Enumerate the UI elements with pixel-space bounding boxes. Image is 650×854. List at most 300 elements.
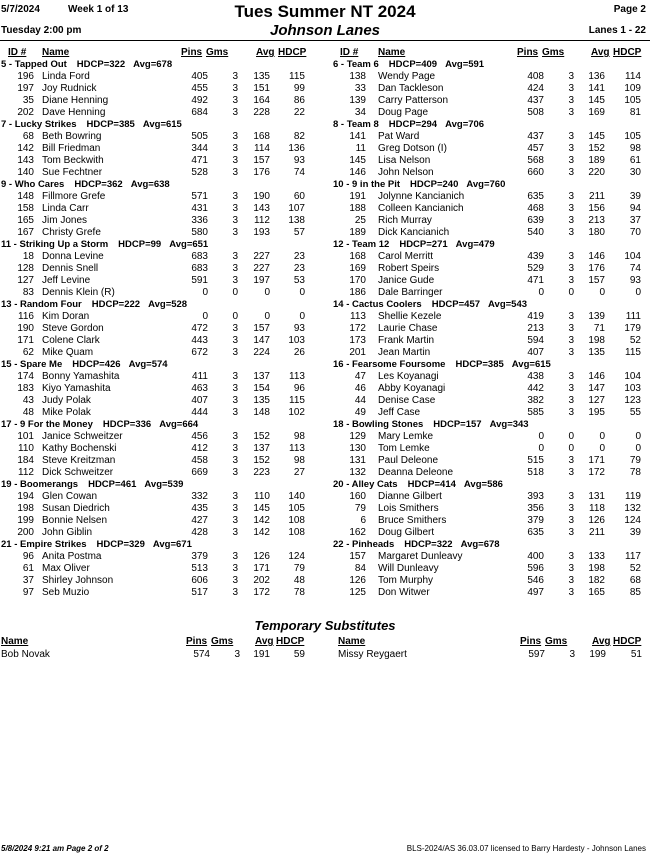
bowler-games: 3 <box>232 491 238 502</box>
bowler-games: 3 <box>232 431 238 442</box>
team-hdcp: HDCP=336 <box>102 419 152 430</box>
sub-pins-header: Pins <box>520 636 542 647</box>
bowler-row <box>332 143 650 155</box>
bowler-row <box>0 287 318 299</box>
bowler-pins: 443 <box>191 335 208 346</box>
right-team-column <box>332 59 650 599</box>
bowler-name: Jim Jones <box>42 215 88 226</box>
team-name: 13 - Random Four <box>1 299 82 310</box>
bowler-id: 146 <box>349 167 366 178</box>
bowler-name: Bonnie Nelsen <box>42 515 108 526</box>
bowler-name: John Nelson <box>378 167 434 178</box>
team-header <box>0 239 318 251</box>
team-avg: Avg=539 <box>144 479 184 490</box>
bowler-row <box>332 215 650 227</box>
bowler-id: 11 <box>355 143 366 154</box>
bowler-id: 172 <box>349 323 366 334</box>
bowler-average: 146 <box>588 251 605 262</box>
bowler-row <box>0 251 318 263</box>
bowler-games: 3 <box>568 407 574 418</box>
bowler-games: 3 <box>232 407 238 418</box>
bowler-games: 3 <box>568 395 574 406</box>
bowler-pins: 497 <box>527 587 544 598</box>
bowler-games: 3 <box>232 95 238 106</box>
substitute-row <box>0 649 318 661</box>
team-header <box>332 479 650 491</box>
team-name: 17 - 9 For the Money <box>1 419 93 430</box>
bowler-row <box>332 491 650 503</box>
bowler-pins: 492 <box>191 95 208 106</box>
name-header: Name <box>378 47 406 58</box>
bowler-handicap: 107 <box>288 203 305 214</box>
bowler-name: Jeff Levine <box>42 275 91 286</box>
bowler-pins: 431 <box>191 203 208 214</box>
team-header <box>0 359 318 371</box>
bowler-id: 97 <box>22 587 34 598</box>
bowler-id: 186 <box>349 287 366 298</box>
bowler-games: 3 <box>232 167 238 178</box>
bowler-name: Denise Case <box>378 395 436 406</box>
team-avg: Avg=671 <box>152 539 192 550</box>
bowler-average: 176 <box>588 263 605 274</box>
sub-name-header: Name <box>1 636 29 647</box>
bowler-id: 174 <box>17 371 34 382</box>
bowler-id: 116 <box>18 311 34 322</box>
bowler-handicap: 115 <box>625 347 641 358</box>
bowler-row <box>332 515 650 527</box>
bowler-id: 188 <box>349 203 366 214</box>
bowler-games: 3 <box>232 371 238 382</box>
bowler-handicap: 37 <box>629 215 641 226</box>
bowler-games: 3 <box>232 395 238 406</box>
team-avg: Avg=615 <box>142 119 182 130</box>
bowler-average: 152 <box>253 431 270 442</box>
bowler-row <box>0 167 318 179</box>
team-avg: Avg=760 <box>466 179 506 190</box>
bowler-name: Greg Dotson (I) <box>378 143 447 154</box>
sub-gms: 3 <box>569 649 575 660</box>
bowler-name: Judy Polak <box>42 395 91 406</box>
bowler-pins: 508 <box>527 107 544 118</box>
bowler-handicap: 115 <box>289 395 305 406</box>
bowler-games: 3 <box>568 215 574 226</box>
bowler-row <box>0 215 318 227</box>
bowler-handicap: 179 <box>624 323 641 334</box>
bowler-id: 191 <box>349 191 366 202</box>
bowler-name: Dick Schweitzer <box>42 467 114 478</box>
bowler-pins: 456 <box>191 431 208 442</box>
footer-print-info: 5/8/2024 9:21 am Page 2 of 2 <box>1 844 109 853</box>
id-header: ID # <box>340 47 359 58</box>
bowler-handicap: 57 <box>293 227 305 238</box>
bowler-name: Beth Bowring <box>42 131 102 142</box>
bowler-games: 3 <box>568 275 574 286</box>
bowler-row <box>0 323 318 335</box>
bowler-row <box>0 107 318 119</box>
bowler-games: 3 <box>568 203 574 214</box>
bowler-games: 3 <box>232 191 238 202</box>
team-name: 15 - Spare Me <box>1 359 63 370</box>
team-hdcp: HDCP=99 <box>118 239 162 250</box>
bowler-id: 34 <box>354 107 366 118</box>
bowler-name: Tom Murphy <box>378 575 434 586</box>
bowler-games: 3 <box>232 263 238 274</box>
gms-header: Gms <box>206 47 229 58</box>
sub-pins-header: Pins <box>186 636 208 647</box>
bowler-pins: 517 <box>191 587 208 598</box>
bowler-average: 224 <box>253 347 270 358</box>
bowler-average: 126 <box>253 551 270 562</box>
bowler-row <box>332 191 650 203</box>
bowler-games: 3 <box>568 551 574 562</box>
bowler-average: 172 <box>253 587 270 598</box>
bowler-handicap: 48 <box>293 575 305 586</box>
bowler-handicap: 119 <box>625 491 641 502</box>
bowler-average: 147 <box>253 335 270 346</box>
team-header <box>0 59 318 71</box>
hdcp-header: HDCP <box>613 47 642 58</box>
bowler-pins: 684 <box>191 107 208 118</box>
bowler-average: 137 <box>253 371 270 382</box>
team-header <box>0 299 318 311</box>
team-avg: Avg=479 <box>455 239 495 250</box>
team-avg: Avg=664 <box>159 419 199 430</box>
team-avg: Avg=343 <box>489 419 529 430</box>
bowler-handicap: 98 <box>629 143 641 154</box>
bowler-games: 3 <box>232 515 238 526</box>
bowler-pins: 471 <box>191 155 208 166</box>
bowler-pins: 546 <box>527 575 544 586</box>
bowler-games: 3 <box>232 503 238 514</box>
bowler-games: 3 <box>232 467 238 478</box>
bowler-pins: 0 <box>202 311 208 322</box>
team-header <box>332 59 650 71</box>
bowler-row <box>332 347 650 359</box>
bowler-handicap: 52 <box>629 563 641 574</box>
bowler-name: Anita Postma <box>42 551 102 562</box>
bowler-pins: 457 <box>527 143 544 154</box>
bowler-pins: 400 <box>527 551 544 562</box>
bowler-games: 3 <box>568 167 574 178</box>
team-name: 7 - Lucky Strikes <box>1 119 77 130</box>
sub-hdcp: 59 <box>293 649 305 660</box>
bowler-id: 167 <box>17 227 34 238</box>
day-time: Tuesday 2:00 pm <box>1 25 82 36</box>
team-header <box>0 479 318 491</box>
bowler-name: Dick Kancianich <box>378 227 450 238</box>
bowler-average: 0 <box>599 443 605 454</box>
bowler-handicap: 55 <box>629 407 641 418</box>
bowler-name: Jean Martin <box>378 347 431 358</box>
bowler-id: 43 <box>22 395 34 406</box>
bowler-pins: 442 <box>527 383 544 394</box>
bowler-handicap: 113 <box>289 443 305 454</box>
bowler-average: 0 <box>599 431 605 442</box>
bowler-id: 173 <box>349 335 366 346</box>
bowler-row <box>0 443 318 455</box>
bowler-handicap: 27 <box>293 467 305 478</box>
bowler-pins: 468 <box>527 203 544 214</box>
team-avg: Avg=706 <box>445 119 485 130</box>
bowler-row <box>0 95 318 107</box>
bowler-id: 25 <box>354 215 366 226</box>
bowler-games: 3 <box>568 71 574 82</box>
bowler-handicap: 70 <box>629 227 641 238</box>
avg-header: Avg <box>591 47 610 58</box>
bowler-handicap: 23 <box>293 251 305 262</box>
bowler-average: 189 <box>588 155 605 166</box>
bowler-average: 169 <box>588 107 605 118</box>
bowler-pins: 518 <box>527 467 544 478</box>
bowler-handicap: 53 <box>293 275 305 286</box>
bowler-row <box>0 515 318 527</box>
bowler-name: Jeff Case <box>378 407 421 418</box>
left-team-column <box>0 59 318 599</box>
bowler-games: 3 <box>232 131 238 142</box>
bowler-row <box>332 275 650 287</box>
bowler-handicap: 104 <box>624 371 641 382</box>
bowler-average: 135 <box>253 395 270 406</box>
team-hdcp: HDCP=222 <box>91 299 141 310</box>
team-avg: Avg=678 <box>133 59 173 70</box>
bowler-handicap: 140 <box>288 491 305 502</box>
bowler-games: 3 <box>232 443 238 454</box>
bowler-id: 196 <box>17 71 34 82</box>
bowler-name: Dan Tackleson <box>378 83 444 94</box>
bowler-average: 135 <box>253 71 270 82</box>
bowler-row <box>0 467 318 479</box>
bowler-row <box>0 275 318 287</box>
bowler-average: 195 <box>588 407 605 418</box>
bowler-games: 3 <box>568 335 574 346</box>
bowler-id: 197 <box>17 83 34 94</box>
team-name: 22 - Pinheads <box>333 539 395 550</box>
bowler-row <box>332 71 650 83</box>
bowler-pins: 412 <box>191 443 208 454</box>
bowler-name: Wendy Page <box>378 71 436 82</box>
bowler-games: 3 <box>232 71 238 82</box>
bowler-games: 3 <box>568 263 574 274</box>
bowler-name: Mike Polak <box>42 407 91 418</box>
bowler-handicap: 85 <box>629 587 641 598</box>
bowler-row <box>0 263 318 275</box>
team-header <box>332 539 650 551</box>
bowler-name: Dennis Snell <box>42 263 99 274</box>
bowler-average: 0 <box>264 311 270 322</box>
bowler-handicap: 78 <box>629 467 641 478</box>
bowler-average: 220 <box>588 167 605 178</box>
bowler-games: 3 <box>232 107 238 118</box>
sub-name-header: Name <box>338 636 366 647</box>
bowler-name: John Giblin <box>42 527 93 538</box>
bowler-games: 3 <box>568 311 574 322</box>
bowler-average: 142 <box>253 527 270 538</box>
bowler-id: 200 <box>17 527 34 538</box>
bowler-average: 142 <box>253 515 270 526</box>
team-header <box>0 179 318 191</box>
bowler-name: Rich Murray <box>378 215 432 226</box>
bowler-average: 156 <box>588 203 605 214</box>
pins-header: Pins <box>517 47 539 58</box>
team-name: 12 - Team 12 <box>333 239 390 250</box>
team-name: 10 - 9 in the Pit <box>333 179 401 190</box>
bowler-handicap: 94 <box>629 203 641 214</box>
bowler-games: 3 <box>568 455 574 466</box>
bowler-row <box>332 467 650 479</box>
bowler-name: Dave Henning <box>42 107 106 118</box>
bowler-pins: 505 <box>191 131 208 142</box>
bowler-average: 182 <box>588 575 605 586</box>
bowler-average: 228 <box>253 107 270 118</box>
bowler-row <box>0 71 318 83</box>
sub-gms: 3 <box>234 649 240 660</box>
bowler-id: 68 <box>22 131 34 142</box>
bowler-id: 140 <box>17 167 34 178</box>
bowler-row <box>332 83 650 95</box>
bowler-games: 3 <box>568 467 574 478</box>
bowler-average: 0 <box>599 287 605 298</box>
bowler-games: 3 <box>568 527 574 538</box>
team-hdcp: HDCP=385 <box>455 359 504 370</box>
bowler-name: Steve Kreitzman <box>42 455 116 466</box>
bowler-games: 3 <box>568 575 574 586</box>
bowler-id: 110 <box>18 443 34 454</box>
bowler-handicap: 105 <box>624 95 641 106</box>
bowler-average: 145 <box>588 131 605 142</box>
bowler-name: Will Dunleavy <box>378 563 439 574</box>
bowler-row <box>332 371 650 383</box>
bowler-row <box>0 191 318 203</box>
bowler-name: Janice Schweitzer <box>42 431 123 442</box>
team-hdcp: HDCP=240 <box>410 179 459 190</box>
team-avg: Avg=574 <box>128 359 168 370</box>
bowler-games: 0 <box>568 431 574 442</box>
bowler-handicap: 23 <box>293 263 305 274</box>
sub-gms-header: Gms <box>545 636 568 647</box>
bowler-name: Jolynne Kancianich <box>378 191 465 202</box>
bowler-row <box>332 155 650 167</box>
team-hdcp: HDCP=362 <box>74 179 123 190</box>
bowler-name: Lois Smithers <box>378 503 439 514</box>
bowler-pins: 683 <box>191 251 208 262</box>
bowler-id: 33 <box>354 83 366 94</box>
team-avg: Avg=586 <box>463 479 503 490</box>
bowler-id: 112 <box>18 467 34 478</box>
bowler-games: 3 <box>232 587 238 598</box>
bowler-pins: 683 <box>191 263 208 274</box>
team-avg: Avg=528 <box>148 299 188 310</box>
bowler-average: 157 <box>588 275 605 286</box>
bowler-name: Tom Lemke <box>378 443 430 454</box>
bowler-name: Glen Cowan <box>42 491 98 502</box>
bowler-id: 6 <box>360 515 366 526</box>
bowler-name: Paul Deleone <box>378 455 439 466</box>
bowler-average: 133 <box>588 551 605 562</box>
team-header <box>332 359 650 371</box>
bowler-id: 49 <box>354 407 366 418</box>
bowler-name: Doug Page <box>378 107 429 118</box>
bowler-pins: 427 <box>191 515 208 526</box>
bowler-handicap: 136 <box>288 143 305 154</box>
name-header: Name <box>42 47 70 58</box>
bowler-row <box>332 251 650 263</box>
bowler-id: 48 <box>22 407 34 418</box>
bowler-pins: 435 <box>191 503 208 514</box>
bowler-average: 136 <box>588 71 605 82</box>
bowler-id: 84 <box>354 563 366 574</box>
bowler-id: 145 <box>349 155 366 166</box>
bowler-handicap: 79 <box>629 455 641 466</box>
bowler-average: 197 <box>253 275 270 286</box>
sub-hdcp-header: HDCP <box>613 636 642 647</box>
bowler-games: 3 <box>232 347 238 358</box>
team-hdcp: HDCP=322 <box>404 539 453 550</box>
bowler-pins: 596 <box>527 563 544 574</box>
bowler-games: 3 <box>568 323 574 334</box>
bowler-id: 127 <box>17 275 34 286</box>
bowler-row <box>0 563 318 575</box>
bowler-row <box>332 455 650 467</box>
bowler-pins: 439 <box>527 251 544 262</box>
bowler-pins: 419 <box>527 311 544 322</box>
bowler-handicap: 86 <box>293 95 305 106</box>
bowler-games: 3 <box>568 83 574 94</box>
bowler-average: 135 <box>588 347 605 358</box>
bowler-name: Steve Gordon <box>42 323 104 334</box>
bowler-average: 137 <box>253 443 270 454</box>
team-header <box>332 179 650 191</box>
bowler-id: 165 <box>17 215 34 226</box>
team-name: 14 - Cactus Coolers <box>333 299 422 310</box>
team-name: 20 - Alley Cats <box>333 479 398 490</box>
bowler-pins: 407 <box>527 347 544 358</box>
bowler-row <box>0 395 318 407</box>
bowler-handicap: 108 <box>288 527 305 538</box>
bowler-pins: 458 <box>191 455 208 466</box>
team-header <box>332 419 650 431</box>
bowler-pins: 660 <box>527 167 544 178</box>
bowler-row <box>0 383 318 395</box>
bowler-row <box>332 575 650 587</box>
bowler-average: 131 <box>588 491 605 502</box>
bowler-pins: 639 <box>527 215 544 226</box>
bowler-id: 129 <box>349 431 366 442</box>
bowler-average: 139 <box>588 311 605 322</box>
center-name: Johnson Lanes <box>269 22 381 39</box>
bowler-handicap: 0 <box>635 431 641 442</box>
team-hdcp: HDCP=322 <box>76 59 126 70</box>
bowler-row <box>332 323 650 335</box>
bowler-handicap: 105 <box>288 503 305 514</box>
bowler-row <box>0 371 318 383</box>
bowler-handicap: 102 <box>288 407 305 418</box>
bowler-name: Shirley Johnson <box>42 575 114 586</box>
bowler-games: 3 <box>232 203 238 214</box>
bowler-name: Sue Fechtner <box>42 167 103 178</box>
team-avg: Avg=543 <box>488 299 528 310</box>
bowler-pins: 513 <box>191 563 208 574</box>
bowler-pins: 568 <box>527 155 544 166</box>
bowler-row <box>0 587 318 599</box>
bowler-id: 157 <box>349 551 366 562</box>
bowler-games: 3 <box>568 251 574 262</box>
substitutes-title: Temporary Substitutes <box>254 618 396 633</box>
bowler-row <box>332 503 650 515</box>
bowler-handicap: 74 <box>293 167 305 178</box>
bowler-pins: 411 <box>192 371 208 382</box>
bowler-average: 190 <box>253 191 270 202</box>
team-name: 11 - Striking Up a Storm <box>1 239 109 250</box>
